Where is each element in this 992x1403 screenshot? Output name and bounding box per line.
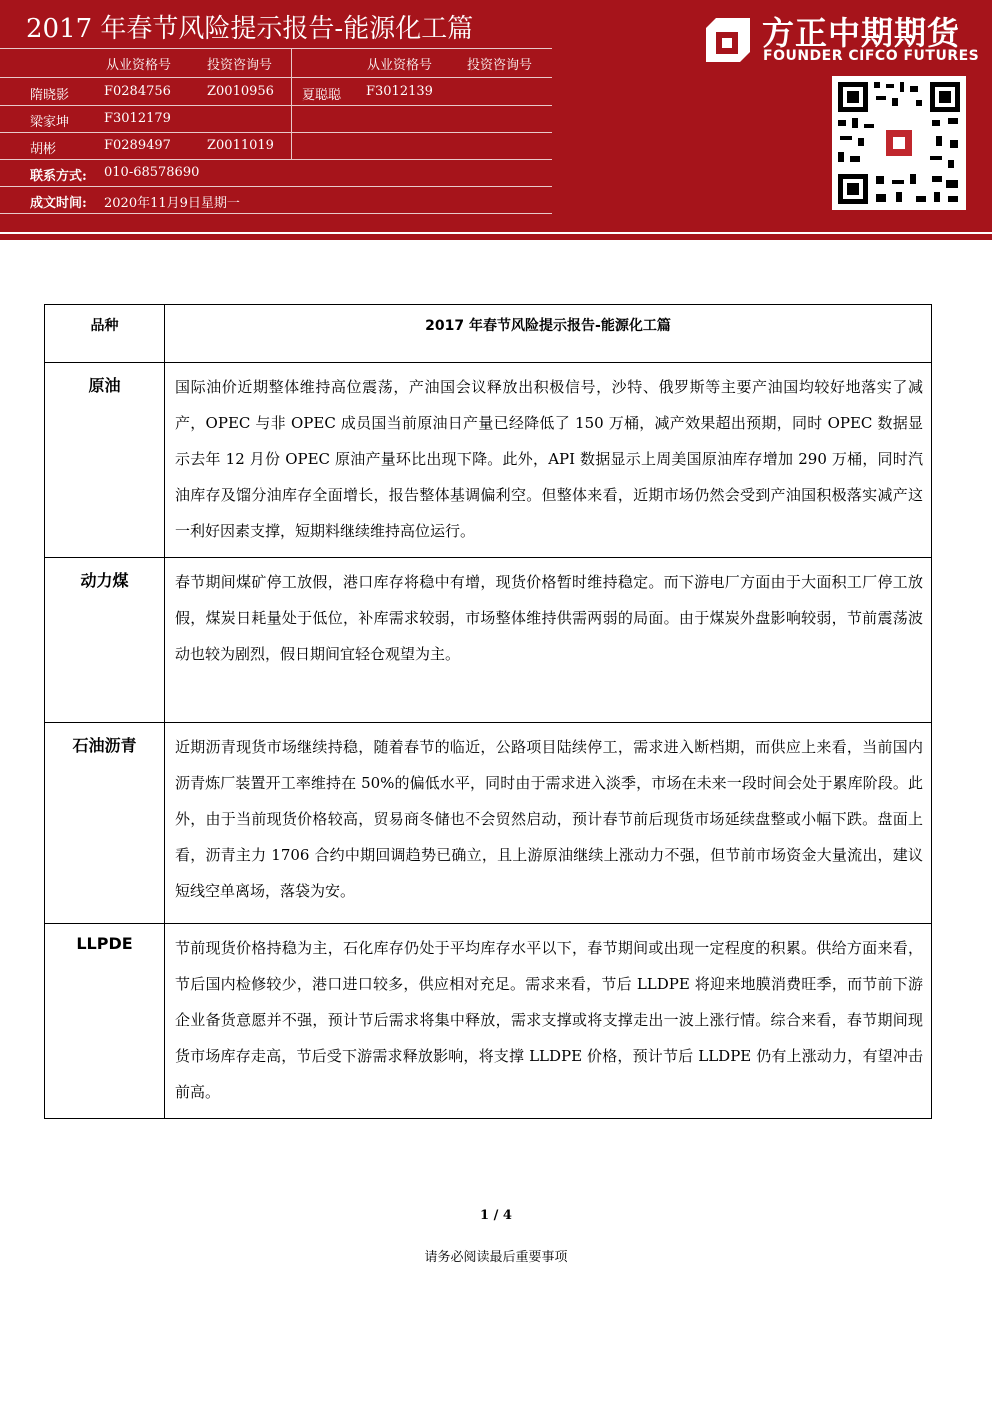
header-grid-line xyxy=(0,159,552,160)
col-label-consult: 投资咨询号 xyxy=(207,58,273,73)
header-grid-line xyxy=(0,77,552,78)
header-grid-line xyxy=(0,105,552,106)
commodity-analysis: 近期沥青现货市场继续持稳，随着春节的临近，公路项目陆续停工，需求进入断档期，而供应上来看，当前国内沥青炼厂装置开工率维持在 50%的偏低水平，同时由于需求进入淡季，市场在未来一段时间会处于累库阶段。此外，由于当前现货价格较高，贸易商冬储也不会贸然启动，预计春节前后现货市场延续盘整或小幅下跌。盘面上看，沥青主力 1706 合约中期回调趋势已确立，且上游原油继续上涨动力不强，但节前市场资金大量流出，建议短线空单离场，落袋为安。 xyxy=(165,723,932,924)
header-divider xyxy=(0,234,992,240)
col-label-qualification: 从业资格号 xyxy=(106,58,172,73)
analyst-name: 胡彬 xyxy=(30,142,57,157)
analyst-qual: F0284756 xyxy=(104,84,171,99)
date-label: 成文时间: xyxy=(30,196,87,211)
commodity-name: 原油 xyxy=(45,363,165,558)
analyst-qual: F3012139 xyxy=(366,84,433,99)
commodity-analysis: 国际油价近期整体维持高位震荡，产油国会议释放出积极信号，沙特、俄罗斯等主要产油国均较好地落实了减产，OPEC 与非 OPEC 成员国当前原油日产量已经降低了 150 万桶，减产效果超出预期，同时 OPEC 数据显示去年 12 月份 OPEC 原油产量环比出现下降。此外，API 数据显示上周美国原油库存增加 290 万桶，同时汽油库存及馏分油库存全面增长，报告整体基调偏利空。但整体来看，近期市场仍然会受到产油国积极落实减产这一利好因素支撑，短期料继续维持高位运行。 xyxy=(165,363,932,558)
table-header-category: 品种 xyxy=(45,305,165,363)
analyst-consult: Z0010956 xyxy=(207,84,274,99)
table-row xyxy=(45,363,932,558)
contact-label: 联系方式: xyxy=(30,169,87,184)
table-row xyxy=(45,723,932,924)
report-title: 2017 年春节风险提示报告-能源化工篇 xyxy=(26,14,474,44)
header-grid-line xyxy=(0,213,552,214)
table-header-title: 2017 年春节风险提示报告-能源化工篇 xyxy=(165,305,932,363)
col-label-qualification: 从业资格号 xyxy=(367,58,433,73)
analyst-name: 梁家坤 xyxy=(30,115,70,130)
company-name-en: FOUNDER CIFCO FUTURES xyxy=(763,48,980,64)
disclaimer-notice: 请务必阅读最后重要事项 xyxy=(424,1250,568,1265)
header-grid-line xyxy=(0,132,552,133)
qr-code-icon xyxy=(832,76,966,210)
analyst-name: 夏聪聪 xyxy=(302,88,342,103)
commodity-name: 石油沥青 xyxy=(45,723,165,924)
col-label-consult: 投资咨询号 xyxy=(467,58,533,73)
contact-value: 010-68578690 xyxy=(104,165,200,180)
header-grid-line xyxy=(0,48,552,49)
commodity-table xyxy=(44,304,932,1119)
table-row xyxy=(45,924,932,1119)
page-number: 1 / 4 xyxy=(480,1208,512,1223)
company-name-cn: 方正中期期货 xyxy=(762,14,961,52)
header-grid-line xyxy=(291,48,292,159)
date-value: 2020年11月9日星期一 xyxy=(104,196,240,211)
company-logo-icon xyxy=(702,14,754,66)
analyst-qual: F0289497 xyxy=(104,138,171,153)
table-row xyxy=(45,558,932,723)
report-header xyxy=(0,0,992,232)
commodity-name: 动力煤 xyxy=(45,558,165,723)
analyst-name: 隋晓影 xyxy=(30,88,70,103)
commodity-analysis: 节前现货价格持稳为主，石化库存仍处于平均库存水平以下，春节期间或出现一定程度的积累。供给方面来看，节后国内检修较少，港口进口较多，供应相对充足。需求来看，节后 LLDPE 将迎来地膜消费旺季，而节前下游企业备货意愿并不强，预计节后需求将集中释放，需求支撑或将支撑走出一波上涨行情。综合来看，春节期间现货市场库存走高，节后受下游需求释放影响，将支撑 LLDPE 价格，预计节后 LLDPE 仍有上涨动力，有望冲击前高。 xyxy=(165,924,932,1119)
analyst-qual: F3012179 xyxy=(104,111,171,126)
analyst-consult: Z0011019 xyxy=(207,138,274,153)
table-header-row xyxy=(45,305,932,363)
commodity-analysis: 春节期间煤矿停工放假，港口库存将稳中有增，现货价格暂时维持稳定。而下游电厂方面由于大面积工厂停工放假，煤炭日耗量处于低位，补库需求较弱，市场整体维持供需两弱的局面。由于煤炭外盘影响较弱，节前震荡波动也较为剧烈，假日期间宜轻仓观望为主。 xyxy=(165,558,932,723)
header-grid-line xyxy=(0,186,552,187)
commodity-name: LLPDE xyxy=(45,924,165,1119)
